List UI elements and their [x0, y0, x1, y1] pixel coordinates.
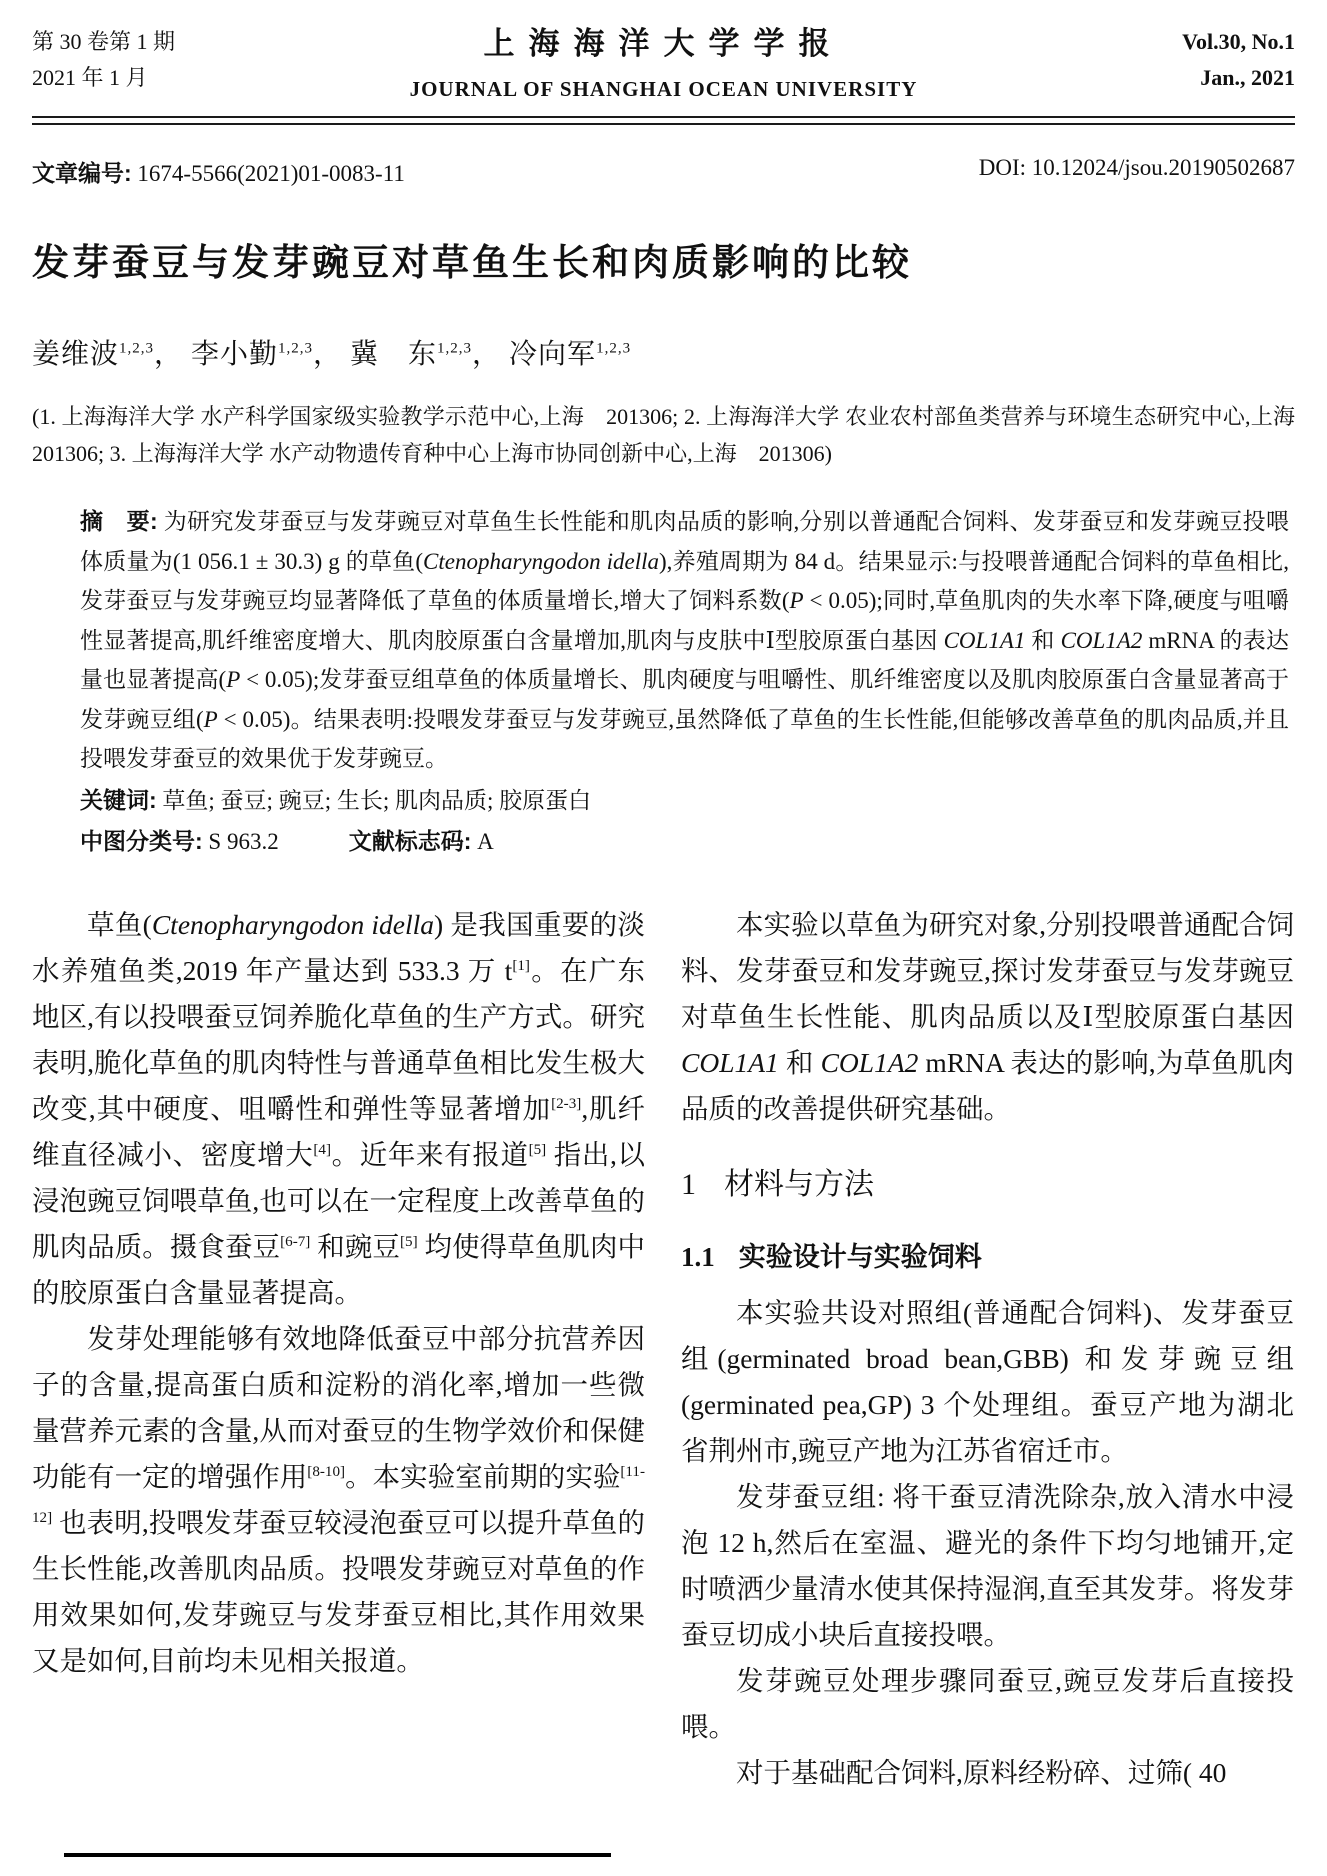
article-id-value: 1674-5566(2021)01-0083-11 — [131, 161, 405, 186]
journal-title-cn: 上海海洋大学学报 — [483, 26, 844, 61]
clc-value: S 963.2 — [202, 829, 279, 854]
right-paragraph-1: 本实验共设对照组(普通配合饲料)、发芽蚕豆组(germinated broad bean,GBB) 和发芽豌豆组(germinated pea,GP) 3 个处理组。蚕豆产地为湖北省荆州市,豌豆产地为江苏省宿迁市。 — [681, 1296, 1294, 1466]
abstract-label: 摘 要: — [80, 508, 158, 534]
section-1-1-title: 实验设计与实验饲料 — [738, 1241, 982, 1272]
keywords-line — [80, 781, 1289, 821]
doc-code-value: A — [471, 829, 494, 854]
meta-row — [0, 125, 1327, 188]
header-journal-title — [262, 24, 1065, 106]
footnote-divider — [64, 1853, 611, 1857]
section-1-1-heading — [681, 1234, 1294, 1280]
right-intro-paragraph: 本实验以草鱼为研究对象,分别投喂普通配合饲料、发芽蚕豆和发芽豌豆,探讨发芽蚕豆与发芽豌豆对草鱼生长性能、肌肉品质以及Ⅰ型胶原蛋白基因 COL1A1 和 COL1A2 mRNA 表达的影响,为草鱼肌肉品质的改善提供研究基础。 — [681, 908, 1295, 1124]
left-column — [32, 902, 645, 1796]
right-paragraph-3: 发芽豌豆处理步骤同蚕豆,豌豆发芽后直接投喂。 — [681, 1664, 1294, 1742]
right-paragraph-4: 对于基础配合饲料,原料经粉碎、过筛( 40 — [736, 1756, 1227, 1788]
body-columns — [0, 902, 1327, 1796]
issue-volume-en: Vol.30, No.1 — [1182, 29, 1295, 54]
header-divider — [32, 116, 1295, 125]
section-1-1-number: 1.1 — [681, 1241, 715, 1272]
abstract-text: 为研究发芽蚕豆与发芽豌豆对草鱼生长性能和肌肉品质的影响,分别以普通配合饲料、发芽蚕豆和发芽豌豆投喂体质量为(1 056.1 ± 30.3) g 的草鱼(Ctenopharyngodon idella),养殖周期为 84 d。结果显示:与投喂普通配合饲料的草鱼相比,发芽蚕豆与发芽豌豆均显著降低了草鱼的体质量增长,增大了饲料系数(P < 0.05);同时,草鱼肌肉的失水率下降,硬度与咀嚼性显著提高,肌纤维密度增大、肌肉胶原蛋白含量增加,肌肉与皮肤中Ⅰ型胶原蛋白基因 COL1A1 和 COL1A2 mRNA 的表达量也显著提高(P < 0.05);发芽蚕豆组草鱼的体质量增长、肌肉硬度与咀嚼性、肌纤维密度以及肌肉胶原蛋白含量显著高于发芽豌豆组(P < 0.05)。结果表明:投喂发芽蚕豆与发芽豌豆,虽然降低了草鱼的生长性能,但能够改善草鱼的肌肉品质,并且投喂发芽蚕豆的效果优于发芽豌豆。 — [80, 509, 1289, 771]
header-issue-en — [1065, 24, 1295, 96]
affiliation: (1. 上海海洋大学 水产科学国家级实验教学示范中心,上海 201306; 2. 上海海洋大学 农业农村部鱼类营养与环境生态研究中心,上海 201306; 3. 上海海洋大学 水产动物遗传育种中心上海市协同创新中心,上海 201306) — [32, 404, 1318, 466]
keywords-label: 关键词: — [80, 786, 157, 813]
clc-line — [80, 822, 1289, 862]
abstract — [80, 502, 1289, 779]
right-column — [681, 902, 1294, 1796]
journal-header — [0, 0, 1327, 106]
issue-volume-cn: 第 30 卷第 1 期 — [32, 29, 176, 54]
journal-title-en: JOURNAL OF SHANGHAI OCEAN UNIVERSITY — [409, 77, 918, 101]
section-1-heading — [681, 1162, 1294, 1208]
section-1-title: 材料与方法 — [724, 1167, 874, 1201]
author-line: 姜维波$^{1,2,3}$， 李小勤$^{1,2,3}$， 冀 东$^{1,2,3}$， 冷向军$^{1,2,3}$ — [32, 339, 632, 370]
doi: DOI: 10.12024/jsou.20190502687 — [978, 155, 1295, 180]
right-paragraph-2: 发芽蚕豆组: 将干蚕豆清洗除杂,放入清水中浸泡 12 h,然后在室温、避光的条件下均匀地铺开,定时喷洒少量清水使其保持湿润,直至其发芽。将发芽蚕豆切成小块后直接投喂。 — [681, 1480, 1294, 1650]
doc-code-label: 文献标志码: — [348, 828, 472, 854]
left-paragraph-1: 草鱼(Ctenopharyngodon idella) 是我国重要的淡水养殖鱼类,2019 年产量达到 533.3 万 t[1]。在广东地区,有以投喂蚕豆饲养脆化草鱼的生产方式。研究表明,脆化草鱼的肌肉特性与普通草鱼相比发生极大改变,其中硬度、咀嚼性和弹性等显著增加[2-3],肌纤维直径减小、密度增大[4]。近年来有报道[5] 指出,以浸泡豌豆饲喂草鱼,也可以在一定程度上改善草鱼的肌肉品质。摄食蚕豆[6-7] 和豌豆[5] 均使得草鱼肌肉中的胶原蛋白含量显著提高。 — [32, 908, 646, 1308]
left-paragraph-2: 发芽处理能够有效地降低蚕豆中部分抗营养因子的含量,提高蛋白质和淀粉的消化率,增加一些微量营养元素的含量,从而对蚕豆的生物学效价和保健功能有一定的增强作用[8-10]。本实验室前期的实验[11-12] 也表明,投喂发芽蚕豆较浸泡蚕豆可以提升草鱼的生长性能,改善肌肉品质。投喂发芽豌豆对草鱼的作用效果如何,发芽豌豆与发芽蚕豆相比,其作用效果又是如何,目前均未见相关报道。 — [32, 1322, 646, 1676]
abstract-block — [80, 502, 1289, 862]
page-title: 发芽蚕豆与发芽豌豆对草鱼生长和肉质影响的比较 — [32, 242, 912, 283]
section-1-number: 1 — [681, 1167, 696, 1201]
header-issue-cn — [32, 24, 262, 96]
clc-label: 中图分类号: — [80, 828, 203, 854]
article-id — [32, 155, 405, 188]
article-id-label: 文章编号: — [32, 160, 132, 186]
keywords-value: 草鱼; 蚕豆; 豌豆; 生长; 肌肉品质; 胶原蛋白 — [156, 787, 592, 813]
issue-date-en: Jan., 2021 — [1200, 65, 1295, 90]
issue-date-cn: 2021 年 1 月 — [32, 65, 148, 90]
